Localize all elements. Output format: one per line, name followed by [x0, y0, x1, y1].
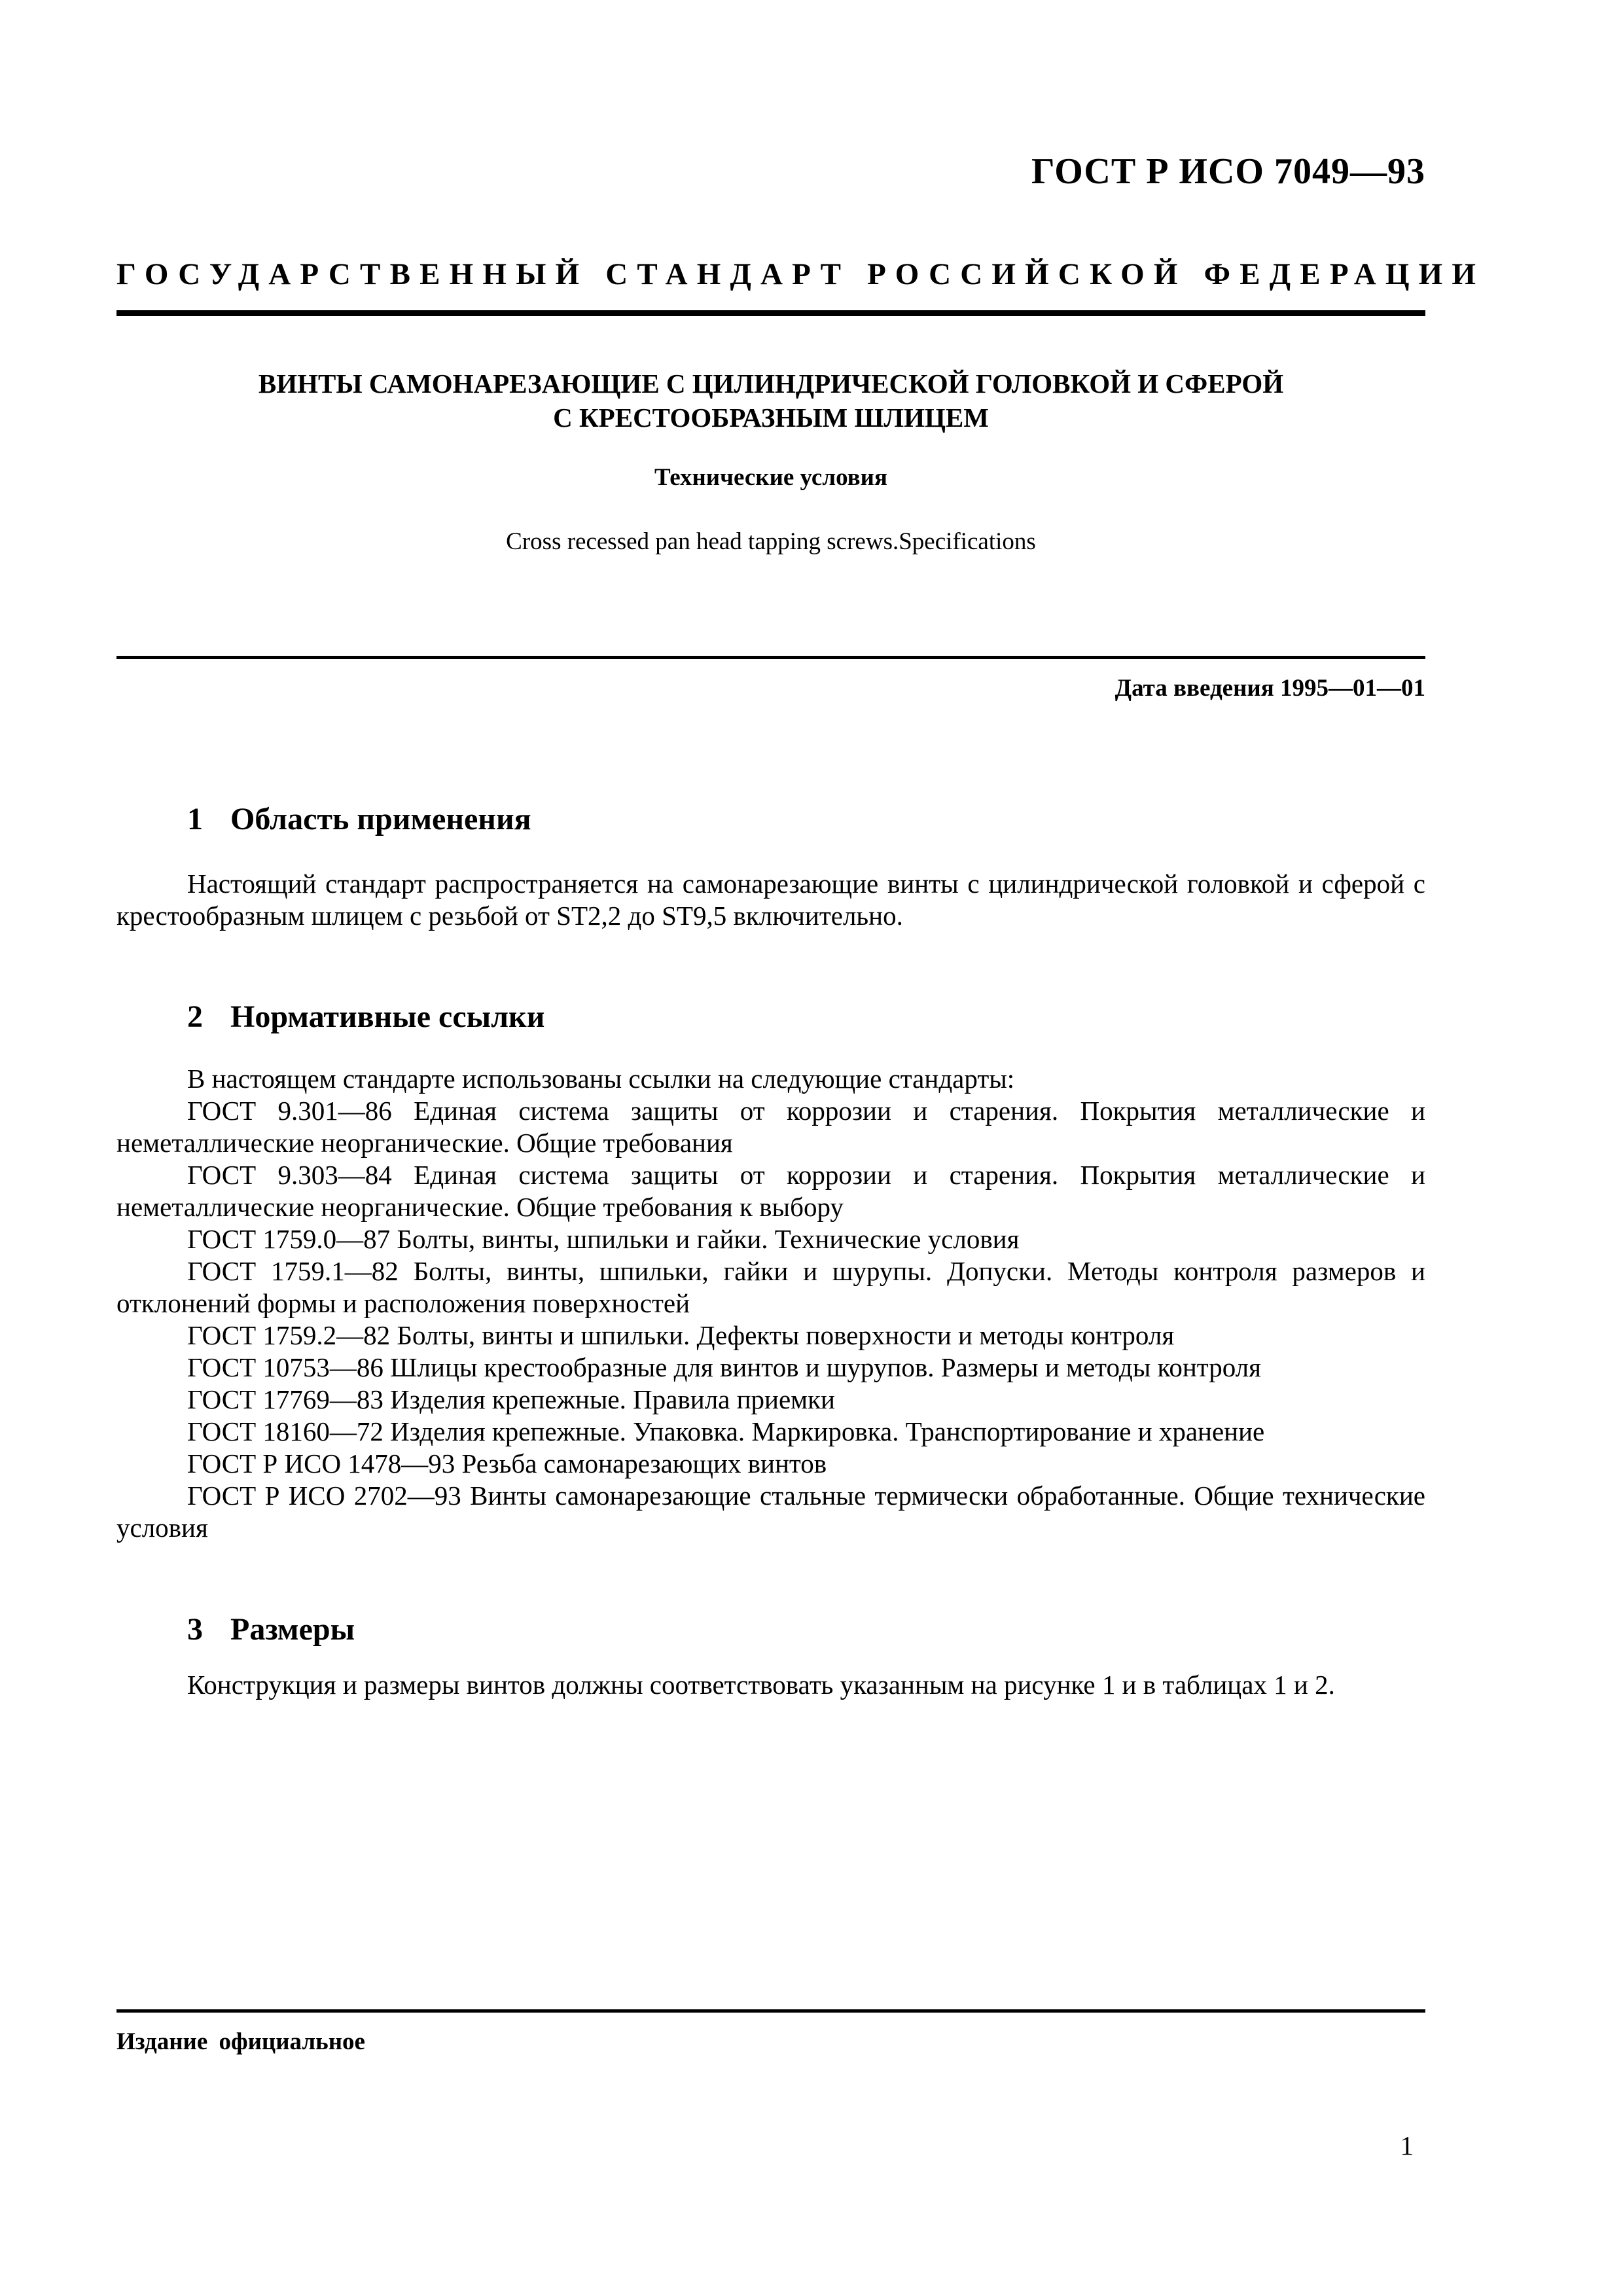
section-2-heading — [187, 999, 544, 1035]
section-1-heading — [187, 801, 531, 837]
reference-item: ГОСТ 1759.2—82 Болты, винты и шпильки. Дефекты поверхности и методы контроля — [187, 1320, 1175, 1350]
section-number: 3 — [187, 1612, 203, 1647]
reference-item: ГОСТ 10753—86 Шлицы крестообразные для винтов и шурупов. Размеры и методы контроля — [187, 1352, 1261, 1382]
section-title: Нормативные ссылки — [230, 999, 545, 1034]
document-title — [116, 367, 1425, 435]
introduction-date: Дата введения 1995—01—01 — [1115, 675, 1425, 702]
section-title: Размеры — [230, 1612, 355, 1647]
paragraph: Конструкция и размеры винтов должны соответствовать указанным на рисунке 1 и в таблицах 1 и 2. — [187, 1670, 1335, 1700]
section-1-body — [116, 868, 1425, 932]
section-title: Область применения — [230, 802, 531, 836]
references-intro: В настоящем стандарте использованы ссылки на следующие стандарты: — [187, 1064, 1015, 1094]
reference-item: ГОСТ 17769—83 Изделия крепежные. Правила приемки — [187, 1384, 835, 1414]
reference-item: ГОСТ 18160—72 Изделия крепежные. Упаковка. Маркировка. Транспортирование и хранение — [187, 1416, 1265, 1446]
section-number: 2 — [187, 999, 203, 1034]
reference-item: ГОСТ Р ИСО 1478—93 Резьба самонарезающих винтов — [187, 1448, 827, 1479]
footer-rule — [116, 2009, 1425, 2013]
section-3-heading — [187, 1611, 355, 1647]
header-rule — [116, 310, 1425, 316]
references-list — [116, 1063, 1425, 1544]
state-standard-heading: ГОСУДАРСТВЕННЫЙ СТАНДАРТ РОССИЙСКОЙ ФЕДЕРАЦИИ — [116, 257, 1486, 291]
page-number: 1 — [1400, 2130, 1414, 2161]
title-rule — [116, 656, 1425, 659]
english-title: Cross recessed pan head tapping screws.Specifications — [506, 528, 1036, 555]
section-3-body — [116, 1669, 1425, 1701]
reference-item: ГОСТ 9.303—84 Единая система защиты от коррозии и старения. Покрытия металлические и неметаллические неорганические. Общие требования к выбору — [116, 1160, 1425, 1222]
edition-label: Издание официальное — [116, 2028, 365, 2055]
reference-item: ГОСТ Р ИСО 2702—93 Винты самонарезающие стальные термически обработанные. Общие технические условия — [116, 1480, 1425, 1543]
section-number: 1 — [187, 802, 203, 836]
paragraph: Настоящий стандарт распространяется на самонарезающие винты с цилиндрической головкой и сферой с крестообразным шлицем с резьбой от ST2,2 до ST9,5 включительно. — [116, 869, 1425, 931]
reference-item: ГОСТ 1759.0—87 Болты, винты, шпильки и гайки. Технические условия — [187, 1224, 1020, 1254]
title-line-1: ВИНТЫ САМОНАРЕЗАЮЩИЕ С ЦИЛИНДРИЧЕСКОЙ ГОЛОВКОЙ И СФЕРОЙ — [258, 368, 1284, 399]
document-subtitle: Технические условия — [654, 464, 887, 491]
reference-item: ГОСТ 1759.1—82 Болты, винты, шпильки, гайки и шурупы. Допуски. Методы контроля размеров и отклонений формы и расположения поверхностей — [116, 1256, 1425, 1318]
document-code: ГОСТ Р ИСО 7049—93 — [1031, 151, 1425, 192]
reference-item: ГОСТ 9.301—86 Единая система защиты от коррозии и старения. Покрытия металлические и неметаллические неорганические. Общие требования — [116, 1096, 1425, 1158]
title-line-2: С КРЕСТООБРАЗНЫМ ШЛИЦЕМ — [553, 403, 989, 433]
